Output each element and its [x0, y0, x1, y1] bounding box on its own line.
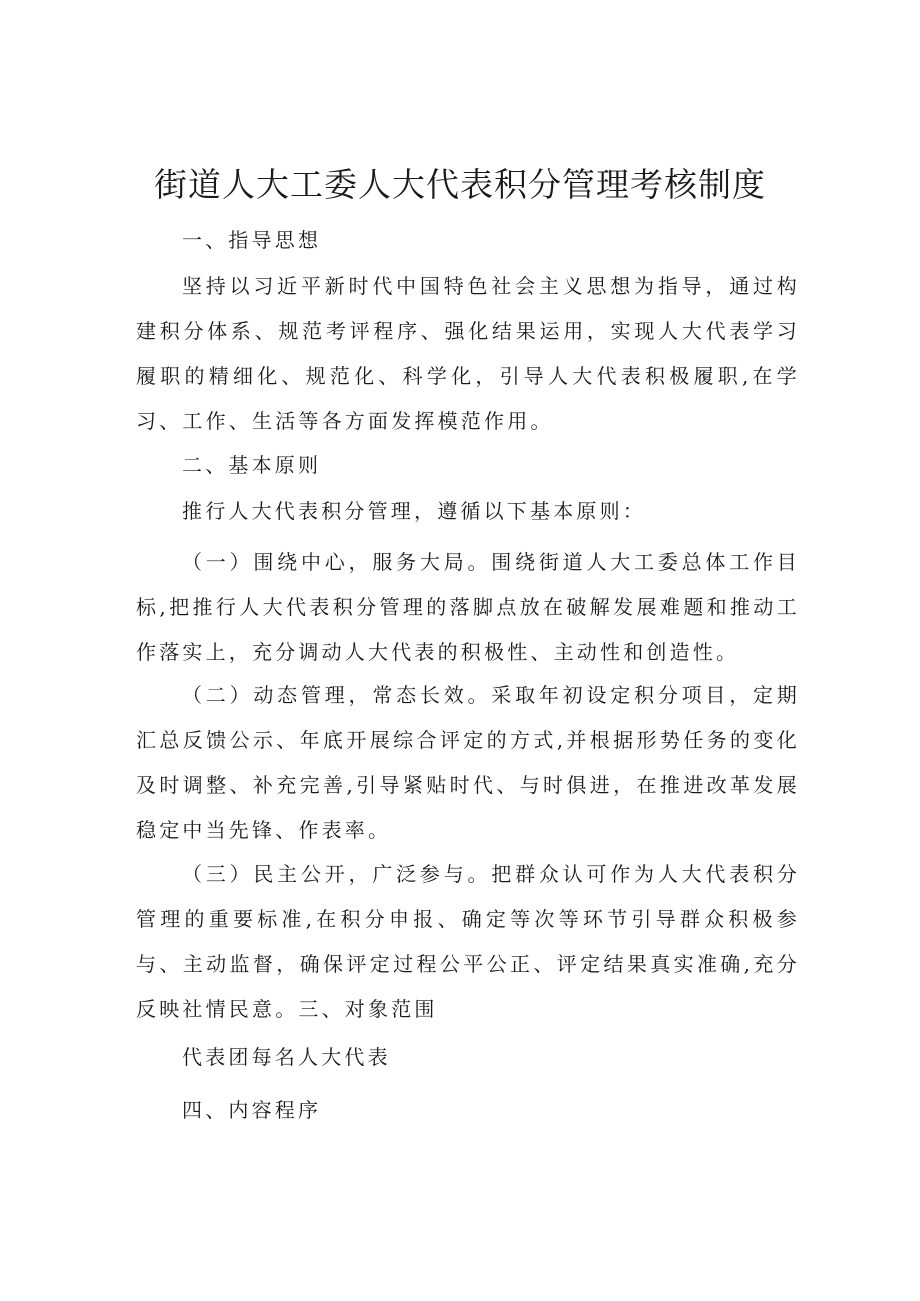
- paragraph-principle-three: （三）民主公开，广泛参与。把群众认可作为人大代表积分管理的重要标准,在积分申报、确定等次等环节引导群众积极参与、主动监督，确保评定过程公平公正、评定结果真实准确,充分反映社情民意。三、对象范围: [136, 862, 800, 1021]
- document-title: 街道人大工委人大代表积分管理考核制度: [154, 165, 766, 204]
- section-heading-guiding-ideology: 一、指导思想: [182, 228, 322, 252]
- paragraph-guiding-ideology: 坚持以习近平新时代中国特色社会主义思想为指导，通过构建积分体系、规范考评程序、强化结果运用，实现人大代表学习履职的精细化、规范化、科学化，引导人大代表积极履职,在学习、工作、生活等各方面发挥模范作用。: [136, 274, 800, 433]
- section-heading-basic-principles: 二、基本原则: [182, 453, 322, 477]
- paragraph-principles-intro: 推行人大代表积分管理，遵循以下基本原则：: [182, 499, 646, 523]
- section-heading-content-procedure: 四、内容程序: [182, 1098, 322, 1122]
- paragraph-principle-two: （二）动态管理，常态长效。采取年初设定积分项目，定期汇总反馈公示、年底开展综合评定的方式,并根据形势任务的变化及时调整、补充完善,引导紧贴时代、与时俱进，在推进改革发展稳定中当先锋、作表率。: [136, 683, 800, 842]
- paragraph-scope-target: 代表团每名人大代表: [182, 1045, 391, 1069]
- paragraph-principle-one: （一）围绕中心，服务大局。围绕街道人大工委总体工作目标,把推行人大代表积分管理的落脚点放在破解发展难题和推动工作落实上，充分调动人大代表的积极性、主动性和创造性。: [136, 550, 800, 664]
